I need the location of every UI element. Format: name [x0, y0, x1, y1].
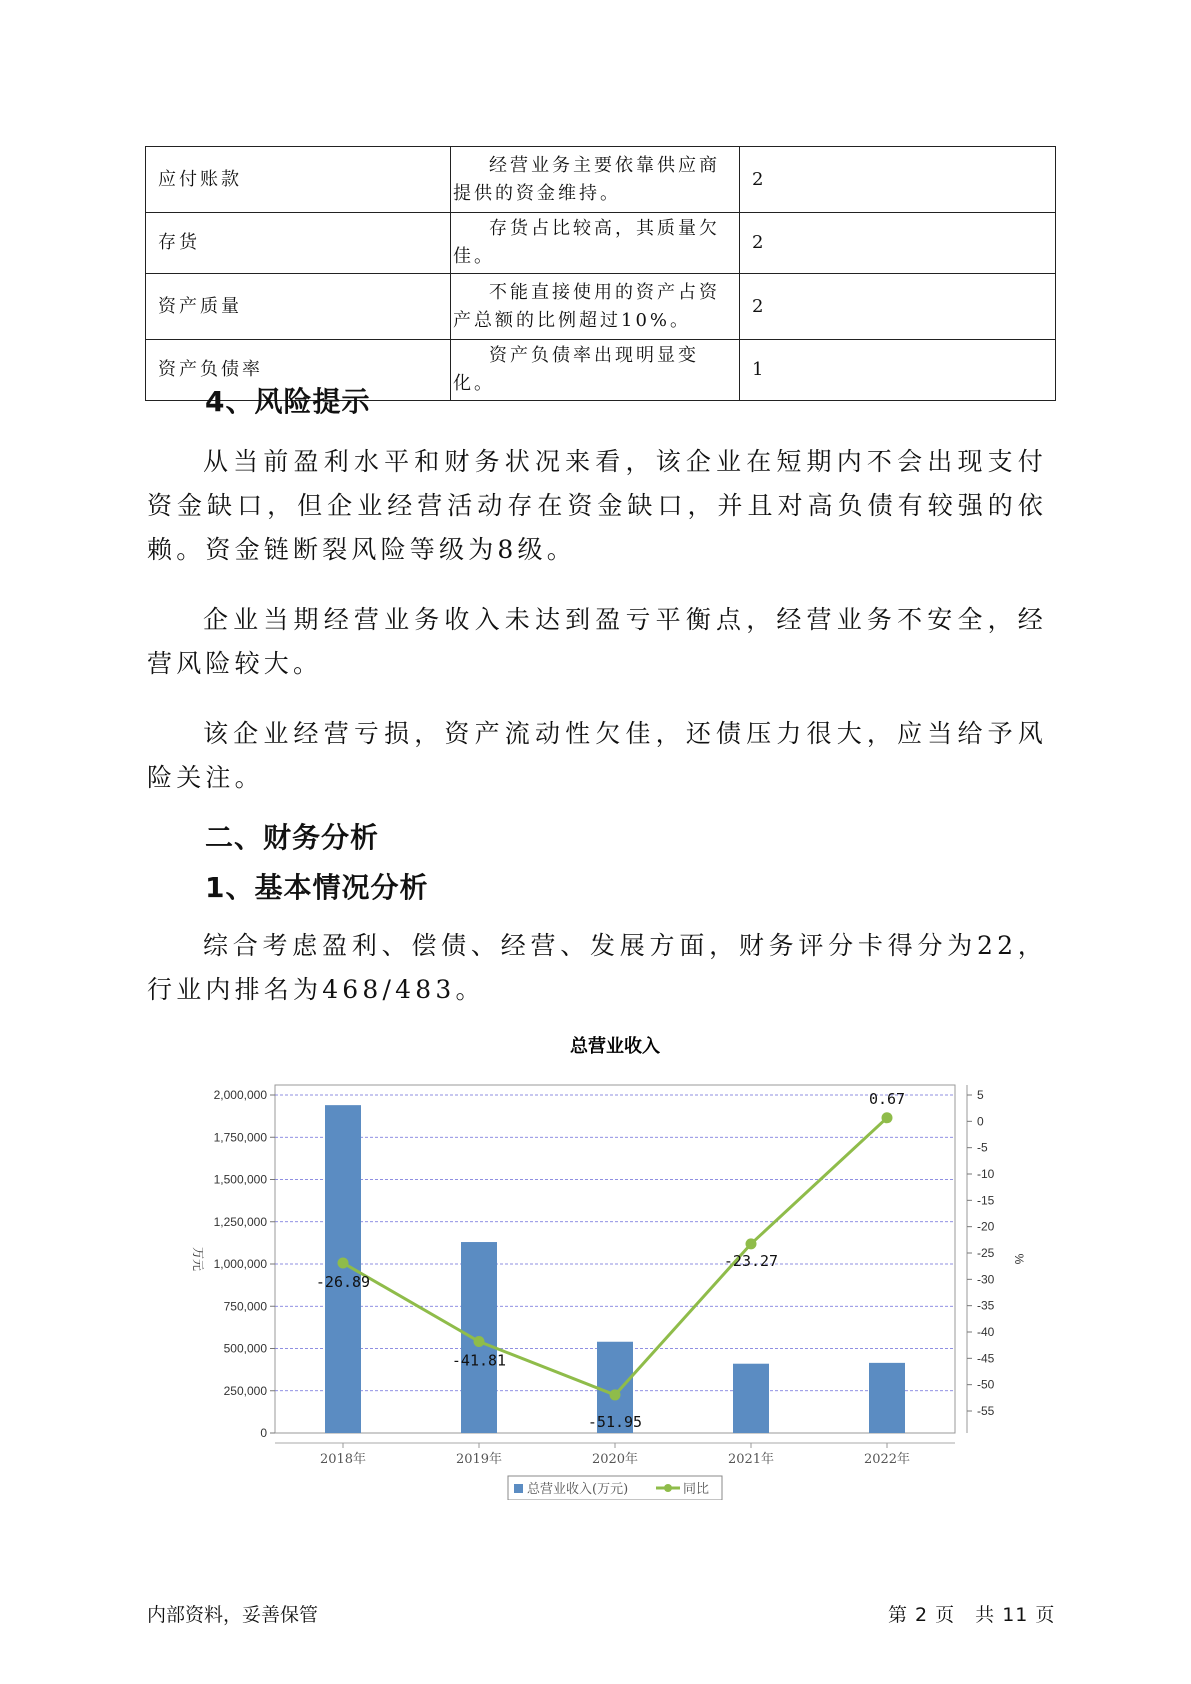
table-cell-item: 存货 [146, 213, 451, 274]
table-cell-description: 资产负债率出现明显变化。 [451, 340, 740, 401]
table-cell-item: 应付账款 [146, 147, 451, 213]
y-tick-label: 1,250,000 [213, 1214, 267, 1229]
y2-tick-label: -50 [977, 1377, 995, 1392]
yoy-point [474, 1336, 485, 1347]
section-heading-basic-analysis: 1、基本情况分析 [205, 871, 429, 904]
revenue-bar [733, 1364, 769, 1433]
risk-indicator-table [145, 146, 1056, 401]
y2-axis-label: % [1012, 1253, 1026, 1265]
x-tick-label: 2019年 [455, 1452, 503, 1467]
yoy-data-label: -51.95 [587, 1412, 643, 1431]
table-cell-item: 资产负债率 [146, 340, 451, 401]
y-tick-label: 0 [260, 1426, 267, 1440]
yoy-point [746, 1238, 757, 1249]
y2-tick-label: -10 [977, 1167, 995, 1181]
revenue-chart [180, 1030, 1040, 1500]
table-cell-score: 2 [740, 147, 1056, 213]
x-tick-label: 2020年 [591, 1452, 639, 1467]
table-row [146, 213, 1056, 274]
y2-tick-label: -35 [977, 1298, 995, 1313]
chart-title: 总营业收入 [570, 1036, 660, 1057]
section-heading-financial-analysis: 二、财务分析 [205, 821, 380, 854]
yoy-data-label: -23.27 [723, 1251, 779, 1270]
y2-tick-label: -25 [977, 1246, 995, 1260]
table-cell-score: 1 [740, 340, 1056, 401]
y2-tick-label: -15 [977, 1193, 995, 1208]
y2-tick-label: -20 [977, 1219, 995, 1234]
yoy-data-label: -41.81 [451, 1351, 507, 1370]
table-cell-item: 资产质量 [146, 274, 451, 340]
y-axis-label: 万元 [191, 1246, 205, 1272]
y2-tick-label: -30 [977, 1272, 995, 1287]
y-tick-label: 750,000 [223, 1299, 267, 1314]
yoy-point [882, 1112, 893, 1123]
yoy-point [338, 1257, 349, 1268]
legend-label-revenue: 总营业收入(万元) [527, 1482, 629, 1497]
y2-tick-label: 0 [977, 1114, 984, 1129]
table-cell-description: 存货占比较高，其质量欠佳。 [451, 213, 740, 274]
x-tick-label: 2021年 [727, 1452, 775, 1467]
y2-tick-label: -45 [977, 1351, 995, 1366]
y-tick-label: 250,000 [223, 1383, 267, 1398]
table-cell-description: 不能直接使用的资产占资产总额的比例超过10%。 [451, 274, 740, 340]
basic-analysis-paragraph: 综合考虑盈利、偿债、经营、发展方面，财务评分卡得分为22，行业内排名为468/483。 [147, 931, 1047, 1004]
legend-label-yoy: 同比 [683, 1482, 710, 1497]
y-tick-label: 2,000,000 [213, 1088, 267, 1102]
legend-point-swatch [664, 1484, 672, 1492]
yoy-data-label: -26.89 [315, 1272, 371, 1291]
y-tick-label: 1,500,000 [213, 1172, 267, 1187]
legend-bar-swatch [514, 1484, 523, 1493]
risk-paragraph-1: 从当前盈利水平和财务状况来看，该企业在短期内不会出现支付资金缺口，但企业经营活动存在资金缺口，并且对高负债有较强的依赖。资金链断裂风险等级为8级。 [147, 447, 1047, 564]
y2-tick-label: -40 [977, 1325, 995, 1339]
table-row [146, 147, 1056, 213]
yoy-point [610, 1389, 621, 1400]
y2-tick-label: 5 [977, 1088, 984, 1102]
yoy-data-label: 0.67 [868, 1089, 906, 1108]
footer-page-number: 第 2 页 共 11 页 [888, 1604, 1056, 1626]
y-tick-label: 1,750,000 [213, 1130, 267, 1145]
table-row [146, 274, 1056, 340]
table-cell-score: 2 [740, 274, 1056, 340]
footer-confidential: 内部资料，妥善保管 [147, 1604, 319, 1626]
y-tick-label: 1,000,000 [213, 1257, 267, 1271]
y2-tick-label: -5 [977, 1140, 988, 1155]
y2-tick-label: -55 [977, 1404, 995, 1418]
y-tick-label: 500,000 [223, 1341, 267, 1356]
risk-paragraph-3: 该企业经营亏损，资产流动性欠佳，还债压力很大，应当给予风险关注。 [147, 719, 1047, 792]
section-heading-risk: 4、风险提示 [205, 385, 371, 418]
x-tick-label: 2018年 [319, 1452, 367, 1467]
table-cell-score: 2 [740, 213, 1056, 274]
risk-paragraph-2: 企业当期经营业务收入未达到盈亏平衡点，经营业务不安全，经营风险较大。 [147, 605, 1047, 678]
x-tick-label: 2022年 [863, 1452, 911, 1467]
revenue-bar [869, 1363, 905, 1433]
table-cell-description: 经营业务主要依靠供应商提供的资金维持。 [451, 147, 740, 213]
